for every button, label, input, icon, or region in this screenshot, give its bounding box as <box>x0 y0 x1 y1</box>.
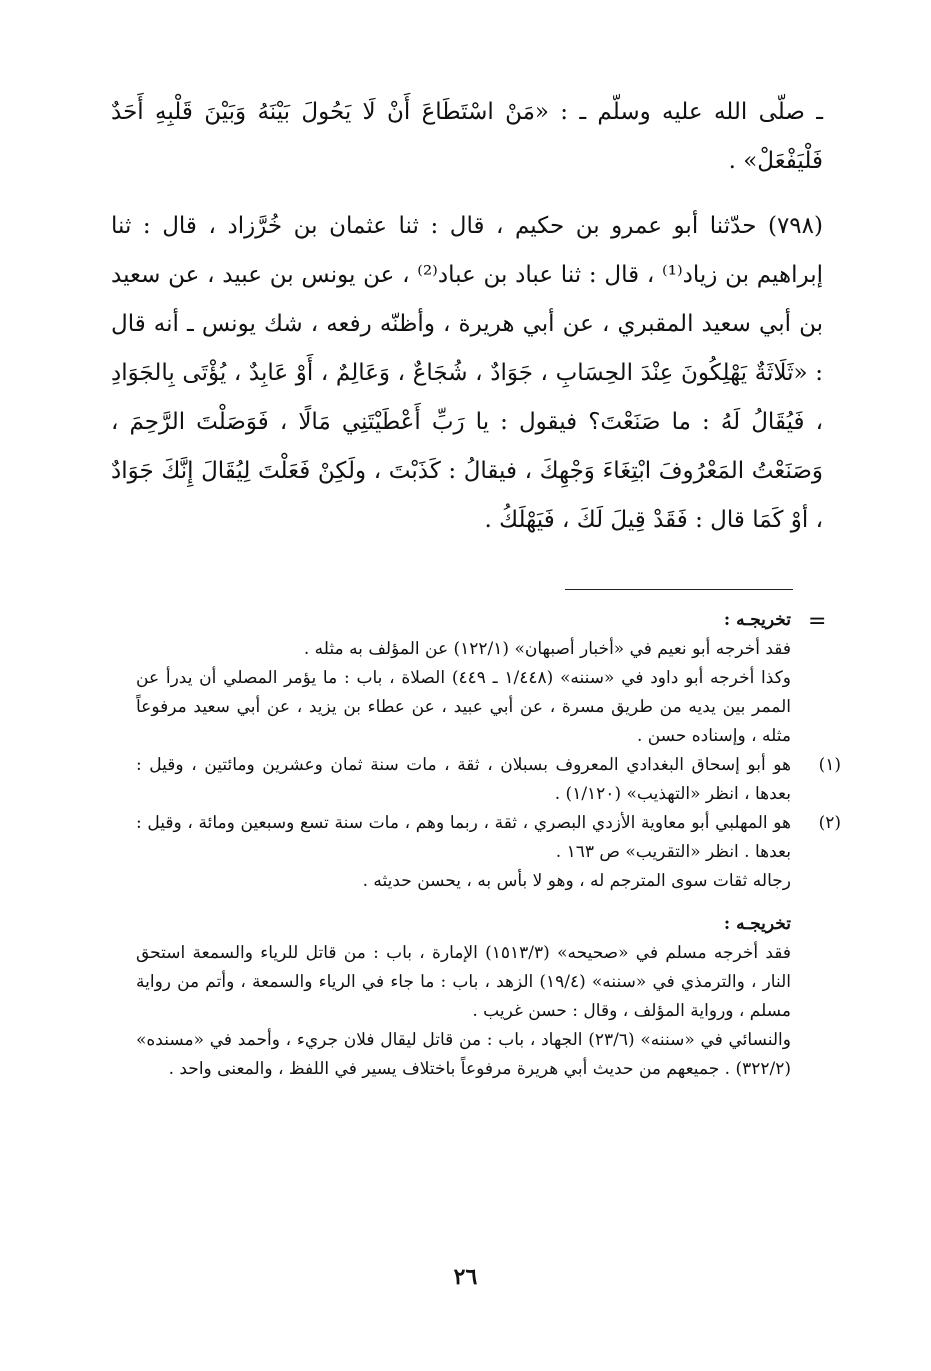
footnote-number: (٢) <box>818 813 841 833</box>
main-text <box>111 88 823 545</box>
footnote-2 <box>136 809 841 867</box>
takhrij-line: وكذا أخرجه أبو داود في «سننه» (١/٤٤٨ ـ ٤٤٩) الصلاة ، باب : ما يؤمر المصلي أن يدرأ عن الممر بين يديه من طريق مسرة ، عن أبي عبيد ، عن عطاء بن يزيد ، عن أبي سعيد مرفوعاً مثله ، وإسناده حسن . <box>136 668 791 746</box>
hadith-798-paragraph: (٧٩٨) حدّثنا أبو عمرو بن حكيم ، قال : ثنا عثمان بن خُرَّزاد ، قال : ثنا إبراهيم بن زياد⁽¹⁾ ، قال : ثنا عباد بن عباد⁽²⁾ ، عن يونس بن عبيد ، عن سعيد بن أبي سعيد المقبري ، عن أبي هريرة ، وأظنّه رفعه ، شك يونس ـ أنه قال : «ثَلَاثَةٌ يَهْلِكُونَ عِنْدَ الحِسَابِ ، جَوَادٌ ، شُجَاعٌ ، وَعَالِمٌ ، أَوْ عَابِدٌ ، يُؤْتَى بِالجَوَادِ ، فَيُقَالُ لَهُ : ما صَنَعْتَ؟ فيقول : يا رَبِّ أَعْطَيْتَنِي مَالًا ، فَوَصَلْتَ الرَّحِمَ ، وَصَنَعْتُ المَعْرُوفَ ابْتِغَاءَ وَجْهِكَ ، فيقالُ : كَذَبْتَ ، ولَكِنْ فَعَلْتَ لِيُقَالَ إِنَّكَ جَوَادٌ ، أوْ كَمَا قال : فَقَدْ قِيلَ لَكَ ، فَيَهْلَكُ . <box>111 213 824 533</box>
footnotes <box>136 606 841 1084</box>
hadith-ending-paragraph: ـ صلّى الله عليه وسلّم ـ : «مَنْ اسْتَطَاعَ أَنْ لَا يَحُولَ بَيْنَهُ وَبَيْنَ قَلْبِهِ أَحَدٌ فَلْيَفْعَلْ» . <box>111 99 823 174</box>
page-number: ٢٦ <box>453 1264 478 1290</box>
rijal-note: رجاله ثقات سوى المترجم له ، وهو لا بأس به ، يحسن حديثه . <box>362 871 791 891</box>
takhrij-line: فقد أخرجه مسلم في «صحيحه» (١٥١٣/٣) الإمارة ، باب : من قاتل للرياء والسمعة استحق النار ، والترمذي في «سننه» (١٩/٤) الزهد ، باب : ما جاء في الرياء والسمعة ، وأتم من رواية مسلم ، ورواية المؤلف ، وقال : حسن غريب . <box>136 943 791 1021</box>
takhrij-line: والنسائي في «سننه» (٢٣/٦) الجهاد ، باب : من قاتل ليقال فلان جريء ، وأحمد في «مسنده» (٣٢٢/٢) . جميعهم من حديث أبي هريرة مرفوعاً باختلاف يسير في اللفظ ، والمعنى واحد . <box>136 1030 791 1079</box>
footnote-text: هو أبو إسحاق البغدادي المعروف بسبلان ، ثقة ، مات سنة ثمان وعشرين ومائتين ، وقيل : بعدها ، انظر «التهذيب» (١/١٢٠) . <box>136 755 791 804</box>
footnote-1 <box>136 751 841 809</box>
footnote-text: هو المهلبي أبو معاوية الأزدي البصري ، ثقة ، ربما وهم ، مات سنة تسع وسبعين ومائة ، وقيل : بعدها . انظر «التقريب» ص ١٦٣ . <box>136 813 791 862</box>
takhrij-heading: تخريجـه : <box>723 914 791 934</box>
takhrij-heading: تخريجـه : <box>723 610 791 630</box>
footnote-number: (١) <box>818 755 841 775</box>
footnote-separator <box>565 589 793 590</box>
takhrij-line: فقد أخرجه أبو نعيم في «أخبار أصبهان» (١٢٢/١) عن المؤلف به مثله . <box>303 639 791 659</box>
continuation-mark: = <box>808 609 827 634</box>
